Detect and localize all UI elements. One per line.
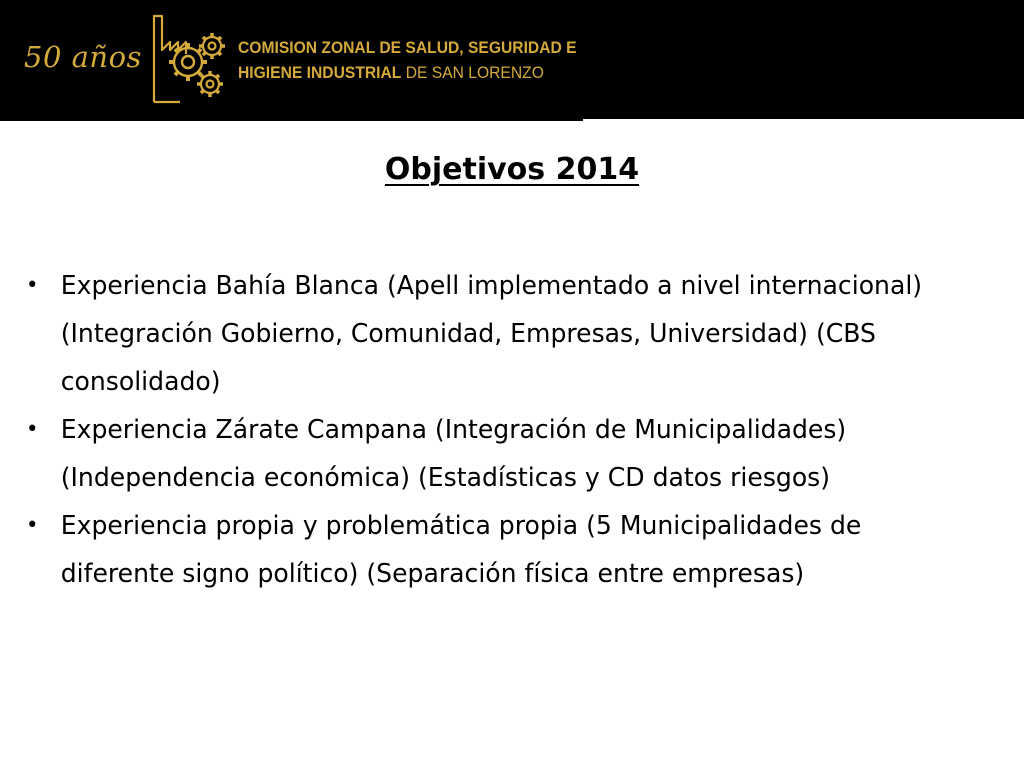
list-item-text: Experiencia Zárate Campana (Integración de Municipalidades) (Independencia económica) (Estadísticas y CD datos riesgos)	[60, 415, 847, 493]
list-item-text: Experiencia propia y problemática propia (5 Municipalidades de diferente signo político) (Separación física entre empresas)	[60, 511, 862, 589]
bullet-dot-icon: •	[26, 273, 39, 298]
header-underline-strip	[0, 119, 583, 121]
header-banner	[0, 0, 1024, 119]
list-item	[26, 262, 981, 406]
bullet-dot-icon: •	[26, 513, 39, 538]
objectives-list	[26, 262, 1016, 598]
factory-gears-logo-icon	[140, 10, 230, 106]
slide-title-text: Objetivos 2014	[384, 152, 640, 187]
bullet-dot-icon: •	[26, 417, 39, 442]
list-item	[26, 406, 981, 502]
list-item	[26, 502, 981, 598]
slide-title	[0, 152, 1024, 187]
organization-name-line2-rest: DE SAN LORENZO	[401, 63, 544, 82]
organization-name-line2	[238, 63, 544, 83]
organization-name-line1: COMISION ZONAL DE SALUD, SEGURIDAD E	[238, 38, 577, 57]
anniversary-logo-text: 50 años	[24, 40, 142, 74]
organization-name-line2-bold: HIGIENE INDUSTRIAL	[238, 63, 402, 82]
list-item-text: Experiencia Bahía Blanca (Apell implementado a nivel internacional) (Integración Gobierno, Comunidad, Empresas, Universidad) (CBS consolidado)	[60, 271, 923, 397]
